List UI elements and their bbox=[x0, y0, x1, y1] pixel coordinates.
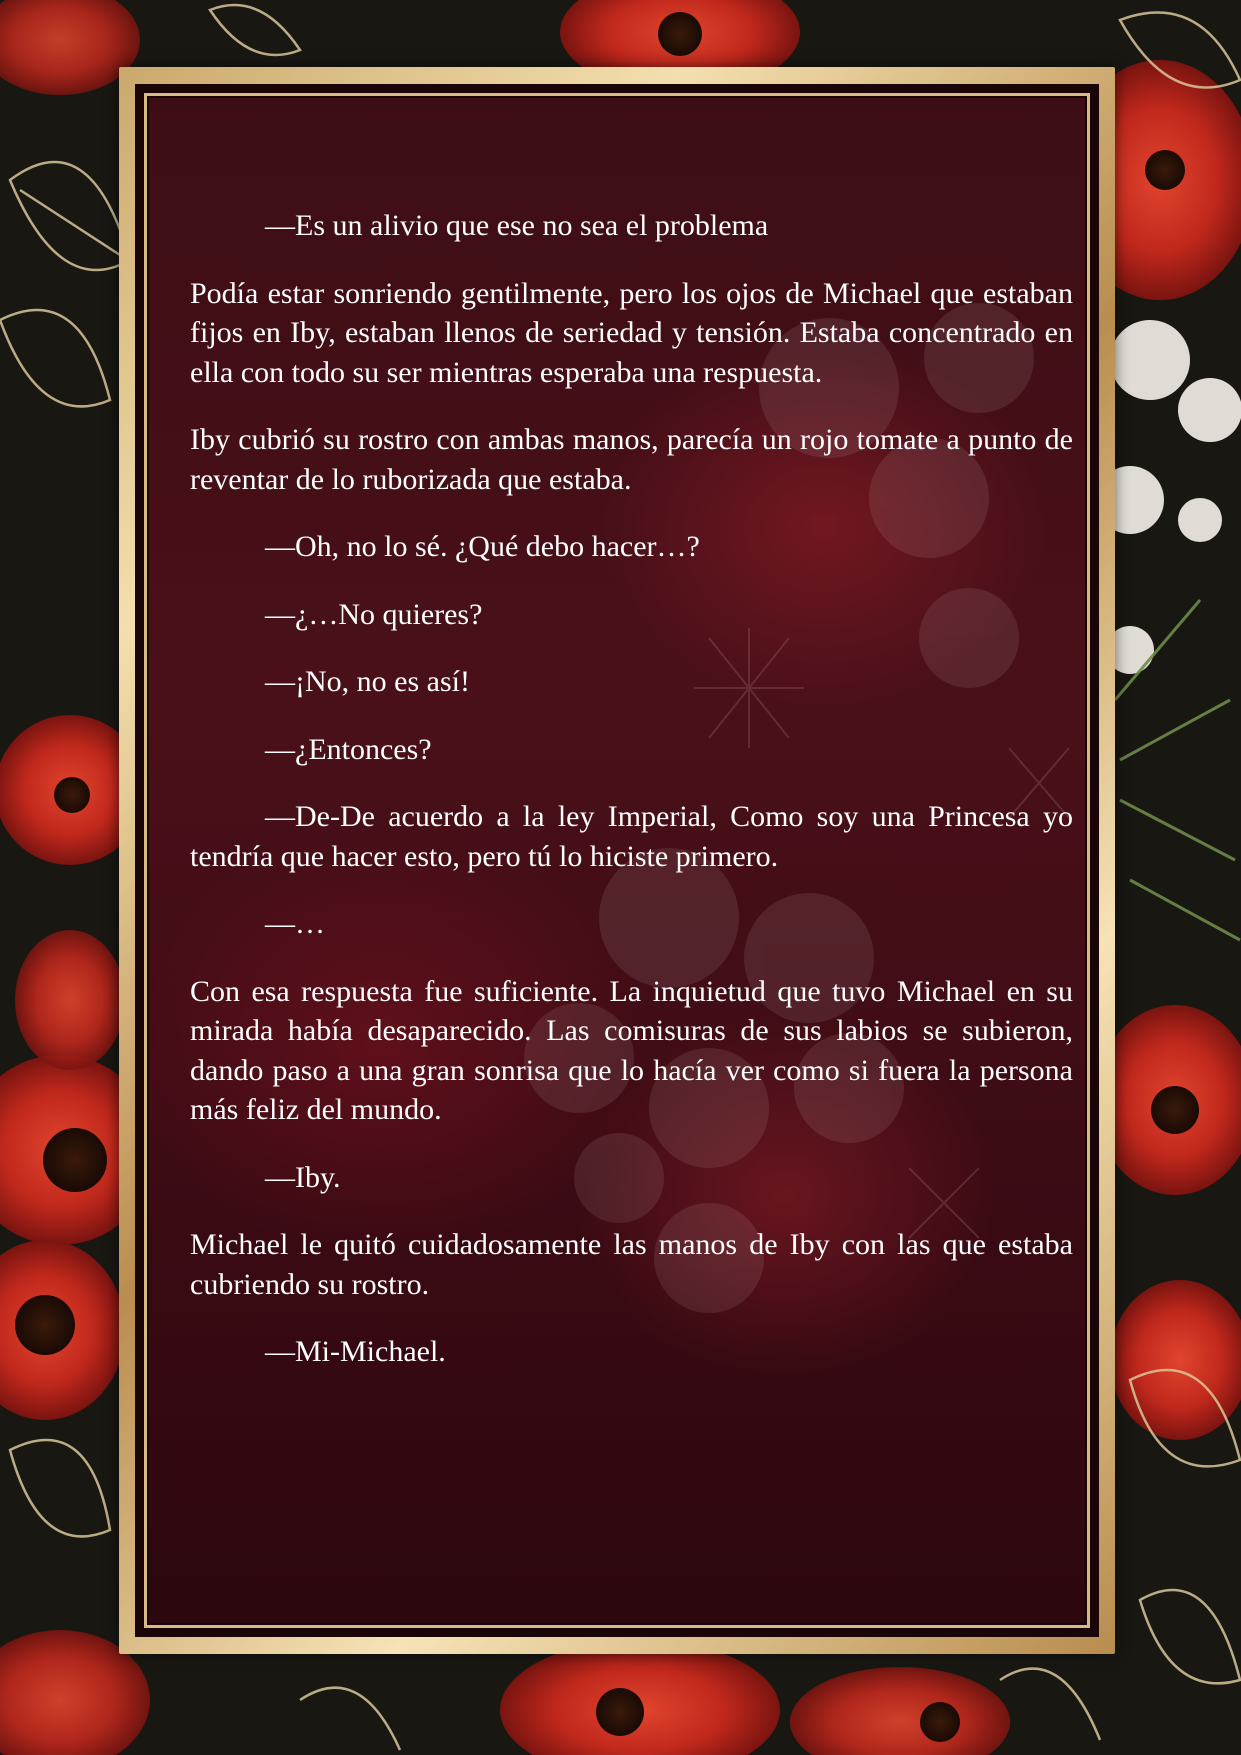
frame-inner bbox=[135, 84, 1099, 1637]
document-body bbox=[190, 206, 1073, 1400]
paragraph: Con esa respuesta fue suficiente. La inquietud que tuvo Michael en su mirada había desaparecido. Las comisuras de sus labios se subieron, dando paso a una gran sonrisa que lo hacía ver como si fuera la persona más feliz del mundo. bbox=[190, 974, 1073, 1126]
red-flower-left-extra bbox=[15, 930, 125, 1070]
dialogue-line: —Mi-Michael. bbox=[265, 1335, 446, 1368]
dialogue-line: —Oh, no lo sé. ¿Qué debo hacer…? bbox=[265, 530, 700, 563]
paragraph: —Es un alivio que ese no sea el problema bbox=[265, 209, 769, 242]
dialogue-line: —Iby. bbox=[265, 1160, 341, 1194]
paragraph: Iby cubrió su rostro con ambas manos, parecía un rojo tomate a punto de reventar de lo ruborizada que estaba. bbox=[190, 423, 1073, 496]
paragraph: Podía estar sonriendo gentilmente, pero los ojos de Michael que estaban fijos en Iby, estaban llenos de seriedad y tensión. Estaba concentrado en ella con todo su ser mientras esperaba una respuesta. bbox=[190, 276, 1073, 389]
dialogue-line: —De-De acuerdo a la ley Imperial, Como soy una Princesa yo tendría que hacer esto, pero tú lo hiciste primero. bbox=[190, 800, 1073, 873]
dialogue-line: —… bbox=[265, 907, 325, 940]
dialogue-line: —¿Entonces? bbox=[265, 732, 432, 766]
paragraph: Michael le quitó cuidadosamente las manos de Iby con las que estaba cubriendo su rostro. bbox=[190, 1228, 1073, 1301]
dialogue-line: —¿…No quieres? bbox=[265, 597, 483, 631]
gold-frame bbox=[119, 67, 1115, 1654]
dialogue-line: —¡No, no es así! bbox=[265, 665, 470, 698]
text-panel bbox=[149, 98, 1085, 1623]
